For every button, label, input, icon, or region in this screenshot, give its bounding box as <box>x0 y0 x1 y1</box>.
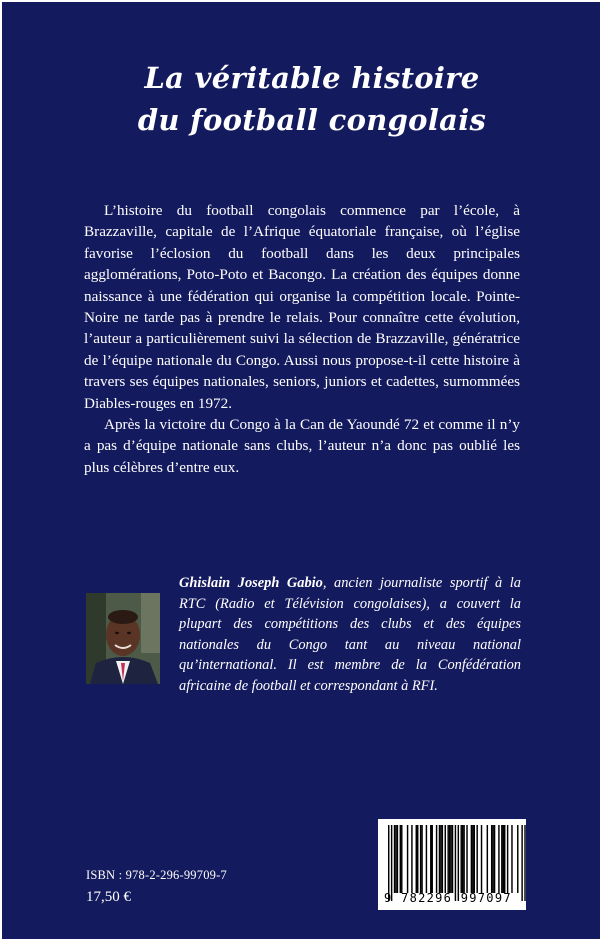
barcode-bar <box>503 825 504 893</box>
barcode-bar <box>471 825 472 893</box>
blurb-paragraph: L’histoire du football congolais commence par l’école, à Brazzaville, capitale de l’Afrique équatoriale française, où l’église favorise l’éclosion du football dans les deux principales agglomérations, Poto-Poto et Bacongo. La création des équipes donne naissance à une fédération qui organise la compétition locale. Pointe-Noire ne tarde pas à prendre le relais. Pour connaître cette évolution, l’auteur a particulièrement suivi la sélection de Brazzaville, génératrice de l’équipe nationale du Congo. Aussi nous propose-t-il cette histoire à travers ses équipes nationales, seniors, juniors et cadettes, surnommées Diables-rouges en 1972. <box>84 202 520 412</box>
barcode-bar <box>458 825 459 901</box>
barcode-bar <box>511 825 512 893</box>
barcode-bar <box>492 825 493 893</box>
barcode-bar <box>452 825 453 893</box>
author-portrait-image <box>86 593 160 684</box>
barcode-bar <box>421 825 422 893</box>
author-bio <box>179 573 521 697</box>
barcode-bar <box>440 825 441 893</box>
author-name: Ghislain Joseph Gabio <box>179 575 323 591</box>
barcode-bar <box>521 825 522 901</box>
barcode-bar <box>430 825 431 893</box>
barcode-bar <box>462 825 463 893</box>
barcode-bar <box>487 825 488 893</box>
barcode-bar <box>507 825 508 893</box>
barcode-bar <box>400 825 401 893</box>
barcode-bar <box>472 825 473 893</box>
barcode-bar <box>524 825 525 901</box>
barcode-bar <box>394 825 395 893</box>
barcode-bar <box>450 825 451 893</box>
barcode-bar <box>455 825 456 901</box>
book-blurb <box>84 200 520 478</box>
barcode-bar <box>476 825 477 893</box>
barcode-bar <box>411 825 412 893</box>
barcode-bar <box>436 825 437 893</box>
title-line-2: du football congolais <box>137 103 487 137</box>
barcode-bar <box>504 825 505 893</box>
barcode-bar <box>391 825 392 901</box>
isbn: ISBN : 978-2-296-99709-7 <box>86 868 227 882</box>
barcode-bar <box>407 825 408 893</box>
barcode-bar <box>388 825 389 901</box>
barcode-bar <box>447 825 448 893</box>
author-photo <box>86 593 160 684</box>
barcode-bar <box>501 825 502 893</box>
barcode-bar <box>416 825 417 893</box>
barcode-bar <box>426 825 427 893</box>
barcode-bar <box>401 825 402 893</box>
barcode-bar <box>420 825 421 893</box>
barcode-bar <box>397 825 398 893</box>
barcode-bar <box>439 825 440 893</box>
barcode-bar <box>466 825 467 893</box>
book-back-cover <box>2 2 600 939</box>
barcode-bar <box>498 825 499 893</box>
barcode-bar <box>449 825 450 893</box>
barcode-bar <box>432 825 433 893</box>
blurb-paragraph: Après la victoire du Congo à la Can de Yaoundé 72 et comme il n’y a pas d’équipe nationale sans clubs, l’auteur n’a donc pas oublié les plus célèbres d’entre eux. <box>84 416 520 476</box>
title-line-1: La véritable histoire <box>144 61 480 95</box>
barcode-bar <box>461 825 462 893</box>
barcode-bar <box>463 825 464 893</box>
barcode-bar <box>395 825 396 893</box>
book-title <box>2 57 602 141</box>
barcode-bar <box>481 825 482 893</box>
barcode-digits: 9 782296 997097 <box>384 891 512 905</box>
barcode-bar <box>494 825 495 893</box>
barcode-bar <box>442 825 443 893</box>
barcode-bar <box>474 825 475 893</box>
author-bio-text: , ancien journaliste sportif à la RTC (Radio et Télévision congolaises), a couvert la plupart des compétitions des clubs et des équipes nationales du Congo tant au niveau national qu’international. Il est membre de la Confédération africaine de football et correspondant à RFI. <box>179 575 521 694</box>
barcode-bar <box>417 825 418 893</box>
barcode-bar <box>517 825 518 893</box>
barcode-bar <box>445 825 446 893</box>
barcode-bar <box>491 825 492 893</box>
price: 17,50 € <box>86 889 131 905</box>
